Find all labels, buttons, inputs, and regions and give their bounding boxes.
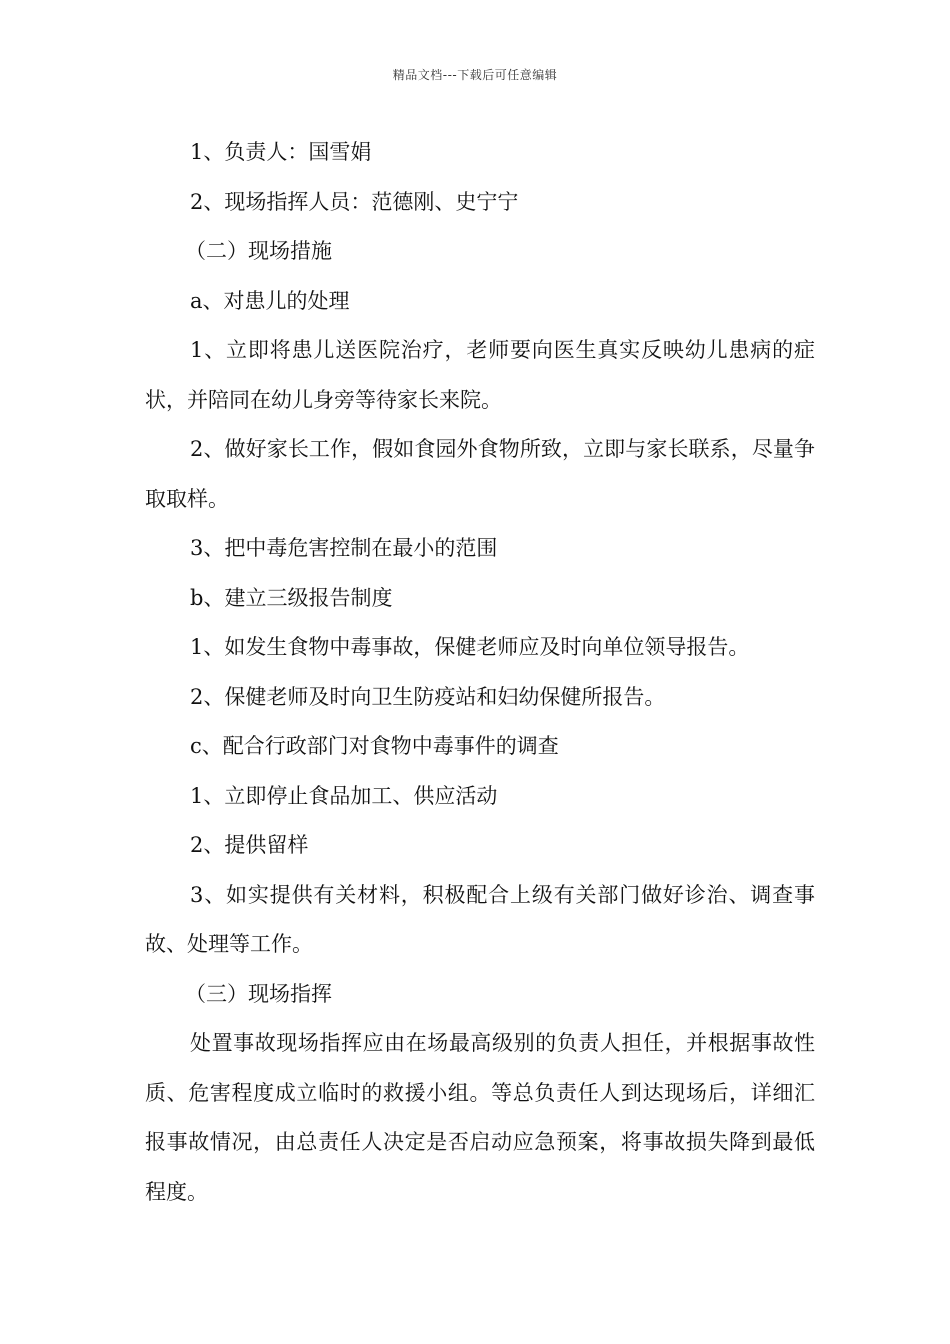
paragraph-parent-work: 2、做好家长工作，假如食园外食物所致，立即与家长联系，尽量争取取样。	[145, 437, 815, 511]
paragraph-control-harm: 3、把中毒危害控制在最小的范围	[190, 536, 498, 560]
section-heading-site-command: （三）现场指挥	[185, 981, 332, 1006]
paragraph-provide-materials: 3、如实提供有关材料，积极配合上级有关部门做好诊治、调查事故、处理等工作。	[145, 882, 815, 956]
section-heading-site-measures: （二）现场措施	[185, 239, 332, 263]
paragraph-report-leadership: 1、如发生食物中毒事故，保健老师应及时向单位领导报告。	[190, 635, 750, 659]
subheading-patient-handling: a、对患儿的处理	[190, 288, 350, 313]
paragraph-report-health-station: 2、保健老师及时向卫生防疫站和妇幼保健所报告。	[190, 684, 666, 709]
page-header: 精品文档---下载后可任意编辑	[392, 68, 558, 82]
paragraph-command-procedure: 处置事故现场指挥应由在场最高级别的负责人担任，并根据事故性质、危害程度成立临时的救援小组。等总负责任人到达现场后，详细汇报事故情况，由总责任人决定是否启动应急预案，将事故损失降到最低程度。	[145, 1031, 815, 1204]
document-body	[145, 128, 815, 1217]
paragraph-provide-samples: 2、提供留样	[190, 833, 309, 857]
paragraph-site-commanders: 2、现场指挥人员：范德刚、史宁宁	[190, 189, 519, 214]
subheading-investigation: c、配合行政部门对食物中毒事件的调查	[190, 734, 559, 758]
paragraph-person-in-charge: 1、负责人：国雪娟	[190, 140, 372, 164]
subheading-reporting-system: b、建立三级报告制度	[190, 585, 393, 610]
paragraph-stop-processing: 1、立即停止食品加工、供应活动	[190, 783, 498, 808]
paragraph-send-to-hospital: 1、立即将患儿送医院治疗，老师要向医生真实反映幼儿患病的症状，并陪同在幼儿身旁等待家长来院。	[145, 338, 815, 412]
